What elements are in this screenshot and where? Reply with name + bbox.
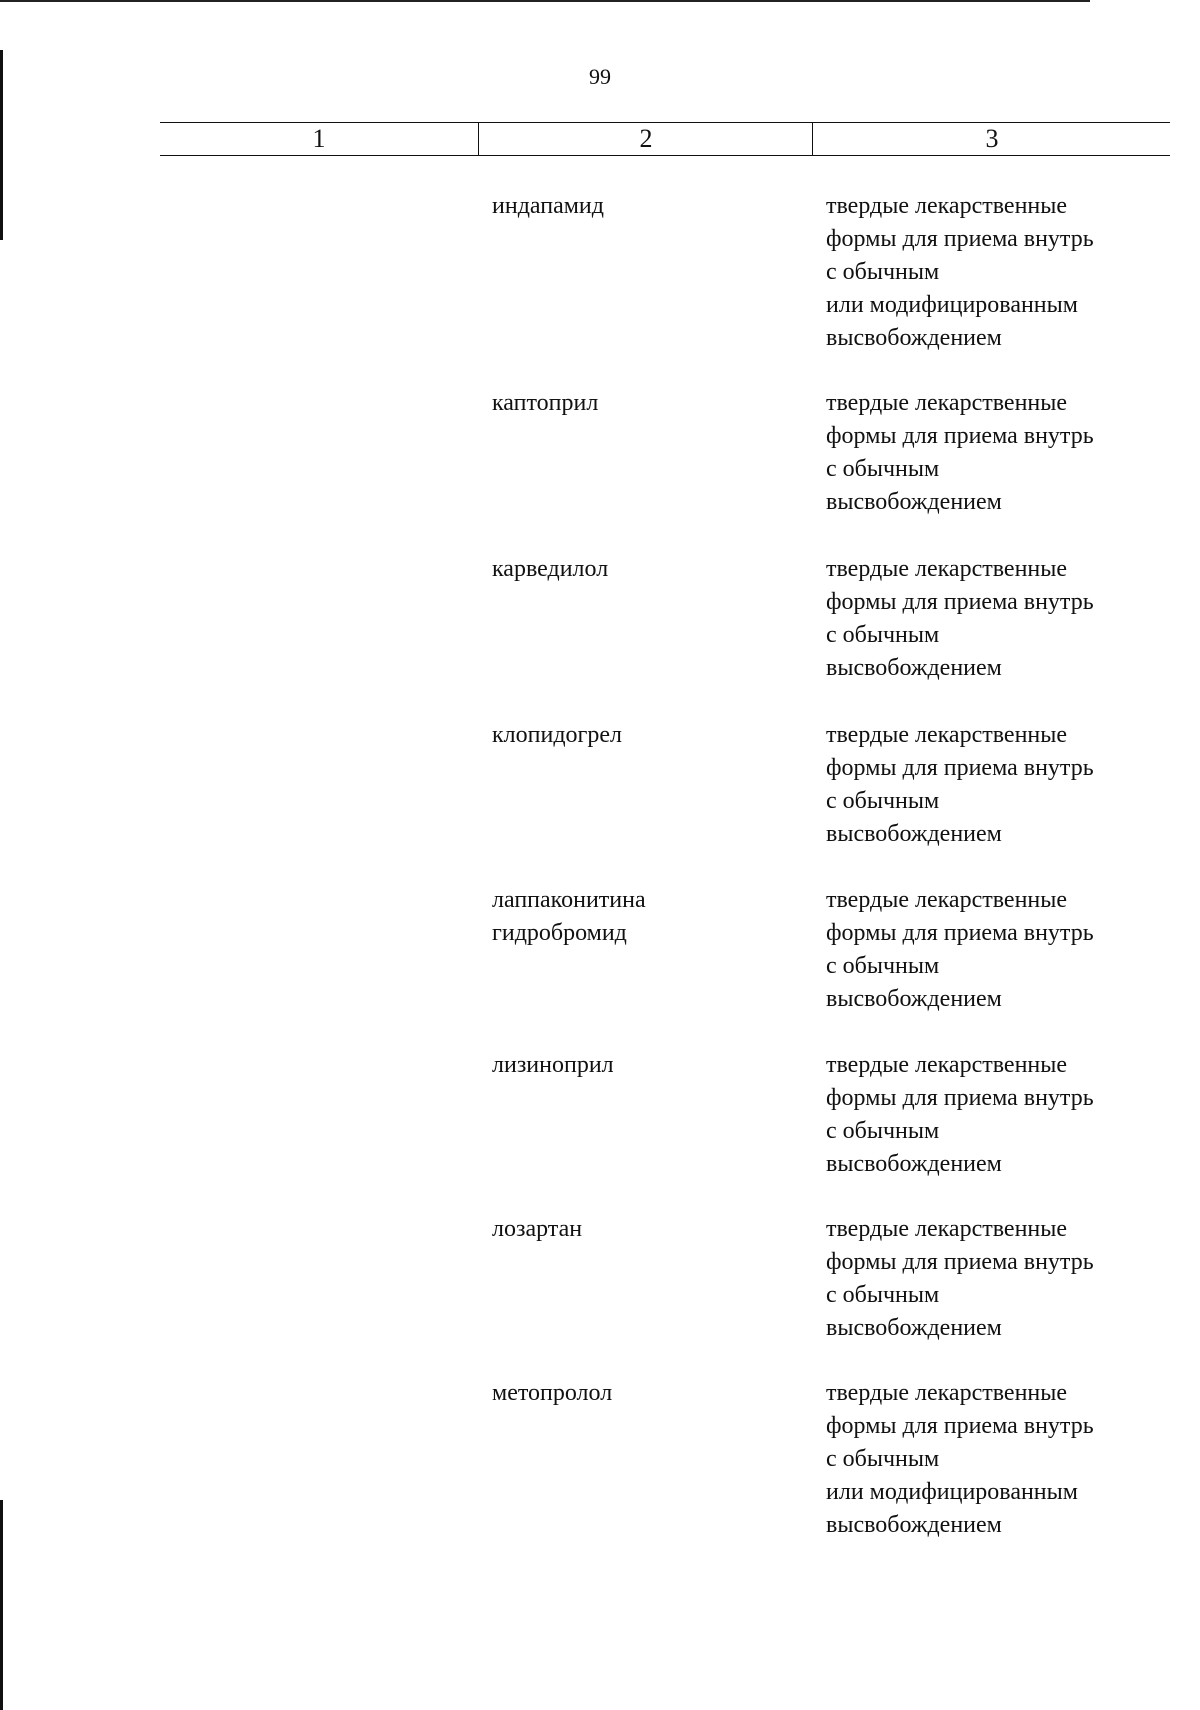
column-header-3: 3 <box>812 123 1171 155</box>
dosage-form: твердые лекарственные формы для приема внутрь с обычным высвобождением <box>826 556 1094 681</box>
scan-edge-top <box>0 0 1090 2</box>
dosage-form: твердые лекарственные формы для приема внутрь с обычным высвобождением <box>826 722 1094 847</box>
dosage-form: твердые лекарственные формы для приема внутрь с обычным высвобождением <box>826 390 1094 515</box>
drug-name: лизиноприл <box>492 1052 614 1078</box>
drug-name: лаппаконитина гидробромид <box>492 887 646 946</box>
column-header-1: 1 <box>312 124 326 153</box>
drug-name: индапамид <box>492 193 604 219</box>
dosage-form: твердые лекарственные формы для приема внутрь с обычным высвобождением <box>826 1052 1094 1177</box>
drug-name: лозартан <box>492 1216 583 1242</box>
column-header-2: 2 <box>478 123 813 155</box>
dosage-form: твердые лекарственные формы для приема внутрь с обычным или модифицированным высвобождением <box>826 1380 1094 1538</box>
drug-name: метопролол <box>492 1380 613 1406</box>
scan-edge-left-lower <box>0 1500 3 1710</box>
page-number: 99 <box>589 64 611 89</box>
dosage-form: твердые лекарственные формы для приема внутрь с обычным или модифицированным высвобождением <box>826 193 1094 351</box>
drug-name: каптоприл <box>492 390 599 416</box>
drug-name: карведилол <box>492 556 609 582</box>
dosage-form: твердые лекарственные формы для приема внутрь с обычным высвобождением <box>826 1216 1094 1341</box>
dosage-form: твердые лекарственные формы для приема внутрь с обычным высвобождением <box>826 887 1094 1012</box>
drug-name: клопидогрел <box>492 722 623 748</box>
table-header <box>160 122 1170 156</box>
